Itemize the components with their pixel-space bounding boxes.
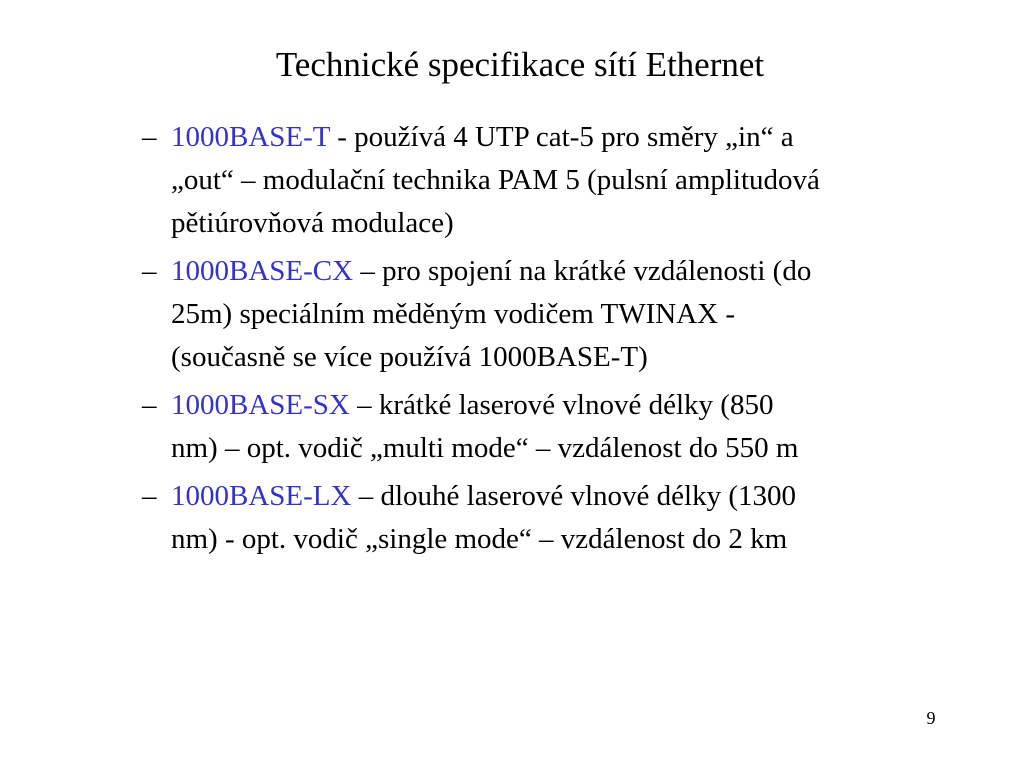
bullet-text: - používá 4 UTP cat-5 pro směry „in“ a [329,121,794,153]
bullet-text: 25m) speciálním měděným vodičem TWINAX - [171,298,736,330]
bullet-text: nm) – opt. vodič „multi mode“ – vzdálenost do 550 m [171,432,799,464]
bullet-text: – pro spojení na krátké vzdálenosti (do [353,255,812,287]
page-number: 9 [926,708,936,728]
bullet-text: pětiúrovňová modulace) [171,207,454,239]
term-label: 1000BASE-LX [171,480,352,512]
bullet-1000base-lx [142,475,962,561]
bullet-text: – krátké laserové vlnové délky (850 [349,389,774,421]
term-label: 1000BASE-CX [171,255,354,287]
bullet-line [171,250,962,293]
bullet-dash: – [142,255,157,287]
bullet-line [171,384,962,427]
bullet-dash: – [142,389,157,421]
bullet-text: nm) - opt. vodič „single mode“ – vzdálenost do 2 km [171,523,788,555]
slide-title: Technické specifikace sítí Ethernet [275,45,765,84]
bullet-list [142,116,962,566]
bullet-dash: – [142,121,157,153]
bullet-1000base-sx [142,384,962,470]
bullet-dash: – [142,480,157,512]
bullet-line [171,116,962,159]
bullet-text: „out“ – modulační technika PAM 5 (pulsní amplitudová [171,164,820,196]
bullet-1000base-t [142,116,962,245]
bullet-line [171,475,962,518]
term-label: 1000BASE-T [171,121,330,153]
term-label: 1000BASE-SX [171,389,350,421]
bullet-text: – dlouhé laserové vlnové délky (1300 [351,480,797,512]
bullet-1000base-cx [142,250,962,379]
bullet-text: (současně se více používá 1000BASE-T) [171,341,648,373]
